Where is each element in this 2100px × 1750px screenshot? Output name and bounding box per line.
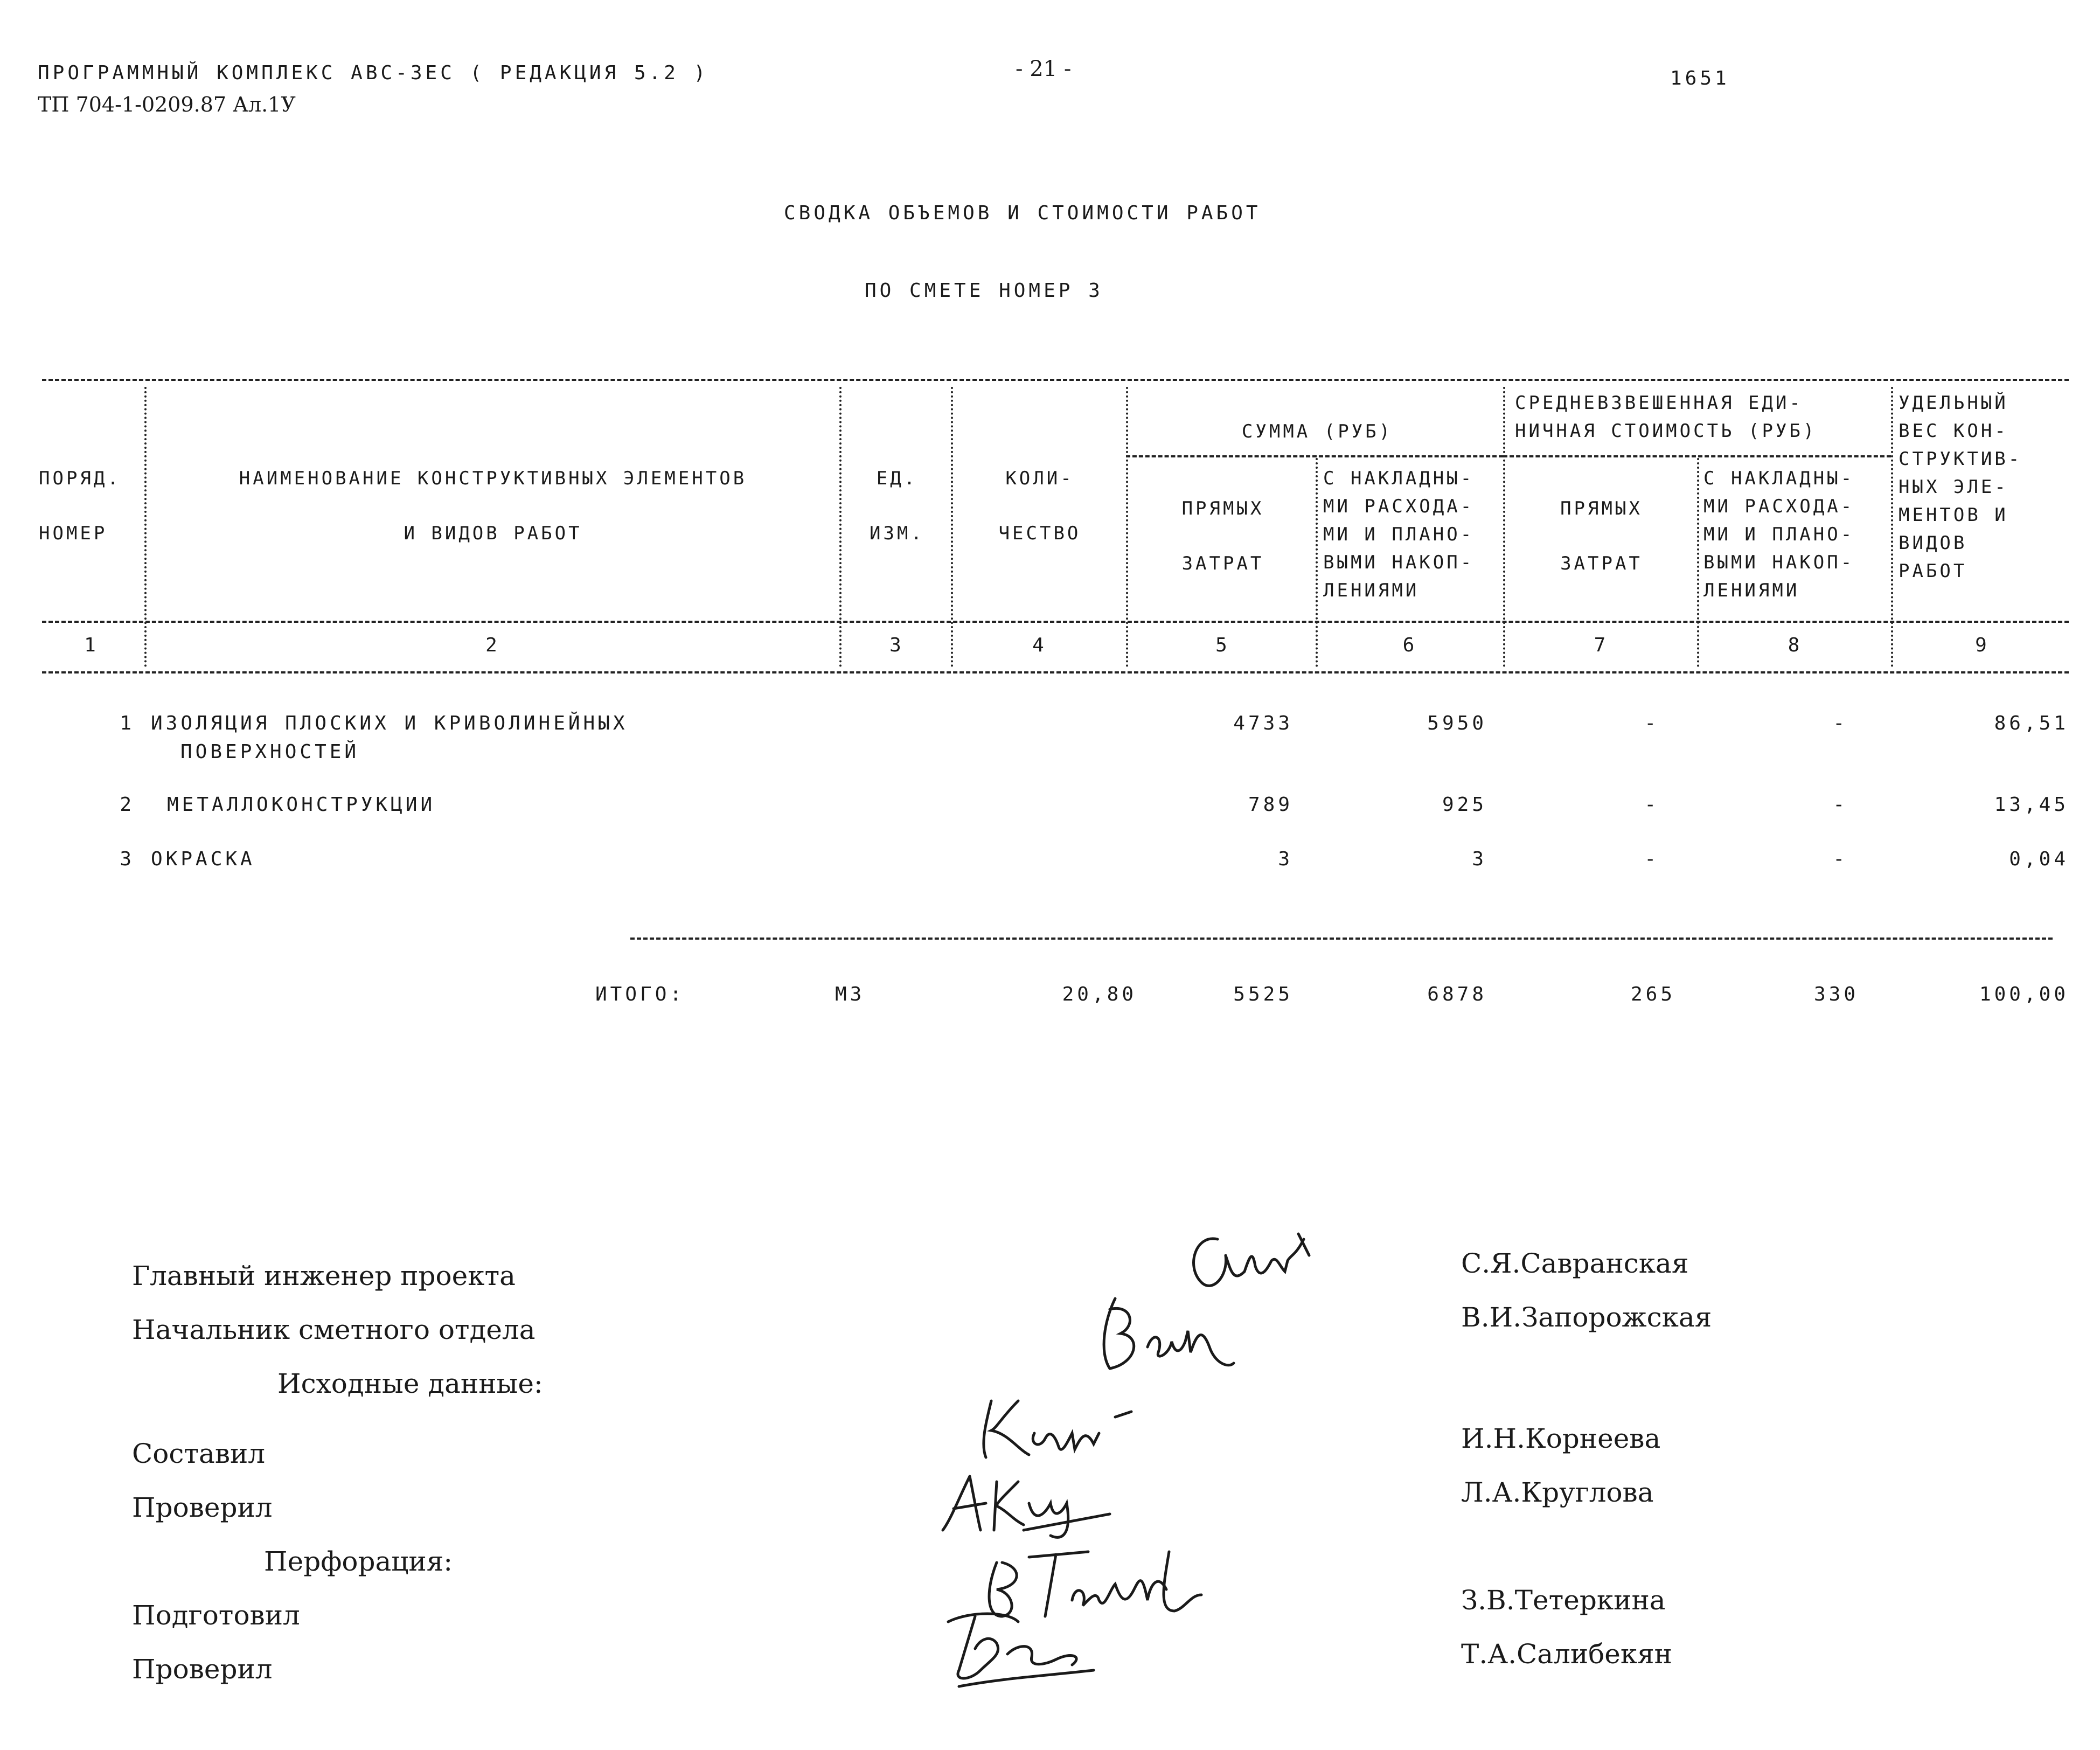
row-avg-overhead: -	[1833, 848, 1848, 870]
name-estimate-head: В.И.Запорожская	[1461, 1302, 1712, 1333]
name-compiled: И.Н.Корнеева	[1461, 1423, 1661, 1454]
col-number-6: 6	[1402, 634, 1418, 656]
page-number: - 21 -	[1016, 57, 1072, 81]
col-sep-1	[144, 387, 147, 667]
role-perforation: Перфорация:	[264, 1546, 453, 1577]
col-number-7: 7	[1594, 634, 1609, 656]
row-direct: 789	[1248, 794, 1293, 816]
name-prepared: З.В.Тетеркина	[1461, 1585, 1666, 1616]
col-number-4: 4	[1032, 634, 1047, 656]
program-line: ПРОГРАММНЫЙ КОМПЛЕКС АВС-ЗЕС ( РЕДАКЦИЯ 5.2 )	[38, 62, 709, 84]
row-num: 3	[120, 848, 135, 870]
col-number-3: 3	[889, 634, 905, 656]
avg-group-rule	[1503, 455, 1891, 457]
role-chief-engineer: Главный инженер проекта	[132, 1260, 516, 1291]
signature-kruglova	[937, 1471, 1121, 1541]
row-weight: 13,45	[1994, 794, 2069, 816]
header-col1: ПОРЯД. НОМЕР	[39, 468, 121, 544]
signature-salibekyan	[937, 1606, 1099, 1692]
row-num: 1	[120, 712, 135, 734]
header-sum-group: СУММА (РУБ)	[1241, 421, 1393, 442]
row-weight: 0,04	[2009, 848, 2069, 870]
row-avg-overhead: -	[1833, 794, 1848, 816]
signature-korneeva	[970, 1395, 1142, 1466]
header-col9: УДЕЛЬНЫЙ ВЕС КОН- СТРУКТИВ- НЫХ ЭЛЕ- МЕНТОВ И ВИДОВ РАБОТ	[1899, 392, 2022, 582]
col-sep-5	[1316, 458, 1318, 667]
header-col7: ПРЯМЫХ ЗАТРАТ	[1560, 498, 1643, 574]
row-name: ИЗОЛЯЦИЯ ПЛОСКИХ И КРИВОЛИНЕЙНЫХ	[151, 712, 628, 734]
name-checked-2: Т.А.Салибекян	[1461, 1638, 1672, 1670]
header-bottom-rule	[42, 621, 2069, 623]
table-top-rule	[42, 379, 2069, 381]
header-col3: ЕД. ИЗМ.	[870, 468, 924, 544]
col-sep-8	[1891, 387, 1893, 667]
header-col6: С НАКЛАДНЫ- МИ РАСХОДА- МИ И ПЛАНО- ВЫМИ НАКОП- ЛЕНИЯМИ	[1323, 468, 1475, 601]
row-num: 2	[120, 794, 135, 816]
role-checked-1: Проверил	[132, 1492, 273, 1523]
header-avg-group: СРЕДНЕВЗВЕШЕННАЯ ЕДИ- НИЧНАЯ СТОИМОСТЬ (РУБ)	[1515, 392, 1817, 442]
row-avg-direct: -	[1644, 848, 1659, 870]
total-label: ИТОГО:	[595, 983, 685, 1005]
col-sep-3	[951, 387, 953, 667]
header-col5: ПРЯМЫХ ЗАТРАТ	[1181, 498, 1264, 574]
row-name: ОКРАСКА	[151, 848, 255, 870]
total-unit: М3	[835, 983, 865, 1005]
role-estimate-head: Начальник сметного отдела	[132, 1314, 536, 1345]
row-weight: 86,51	[1994, 712, 2069, 734]
row-direct: 4733	[1233, 712, 1293, 734]
sheet-number: 1651	[1670, 67, 1730, 89]
total-rule	[630, 938, 2053, 940]
row-avg-overhead: -	[1833, 712, 1848, 734]
page-subtitle: ПО СМЕТЕ НОМЕР 3	[865, 280, 1103, 302]
total-weight: 100,00	[1979, 983, 2069, 1005]
project-code: ТП 704-1-0209.87 Ал.1У	[38, 93, 296, 116]
col-sep-7	[1697, 458, 1699, 667]
total-quantity: 20,80	[1062, 983, 1137, 1005]
row-overhead: 5950	[1427, 712, 1487, 734]
role-compiled: Составил	[132, 1438, 266, 1469]
col-sep-2	[839, 387, 842, 667]
col-number-1: 1	[84, 634, 99, 656]
col-number-9: 9	[1975, 634, 1990, 656]
col-sep-6	[1503, 387, 1505, 667]
page-title: СВОДКА ОБЪЕМОВ И СТОИМОСТИ РАБОТ	[784, 202, 1261, 224]
col-number-8: 8	[1788, 634, 1803, 656]
row-overhead: 3	[1472, 848, 1487, 870]
header-col4: КОЛИ- ЧЕСТВО	[998, 468, 1081, 544]
role-source-data: Исходные данные:	[277, 1368, 543, 1399]
row-name: МЕТАЛЛОКОНСТРУКЦИИ	[167, 794, 436, 816]
total-avg-overhead: 330	[1813, 983, 1859, 1005]
row-avg-direct: -	[1644, 712, 1659, 734]
row-name-cont: ПОВЕРХНОСТЕЙ	[180, 741, 360, 763]
col-number-5: 5	[1215, 634, 1230, 656]
signature-zaporozhskaya	[1094, 1288, 1244, 1385]
col-sep-4	[1126, 387, 1128, 667]
name-checked-1: Л.А.Круглова	[1461, 1477, 1654, 1508]
header-col2: НАИМЕНОВАНИЕ КОНСТРУКТИВНЫХ ЭЛЕМЕНТОВ И ВИДОВ РАБОТ	[239, 468, 747, 544]
total-direct: 5525	[1233, 983, 1293, 1005]
total-overhead: 6878	[1427, 983, 1487, 1005]
name-chief-engineer: С.Я.Савранская	[1461, 1248, 1689, 1279]
numbers-bottom-rule	[42, 671, 2069, 673]
sum-group-rule	[1126, 455, 1503, 457]
row-direct: 3	[1278, 848, 1293, 870]
total-avg-direct: 265	[1630, 983, 1675, 1005]
row-avg-direct: -	[1644, 794, 1659, 816]
header-col8: С НАКЛАДНЫ- МИ РАСХОДА- МИ И ПЛАНО- ВЫМИ НАКОП- ЛЕНИЯМИ	[1703, 468, 1855, 601]
role-prepared: Подготовил	[132, 1600, 300, 1631]
col-number-2: 2	[485, 634, 500, 656]
role-checked-2: Проверил	[132, 1654, 273, 1685]
row-overhead: 925	[1442, 794, 1487, 816]
